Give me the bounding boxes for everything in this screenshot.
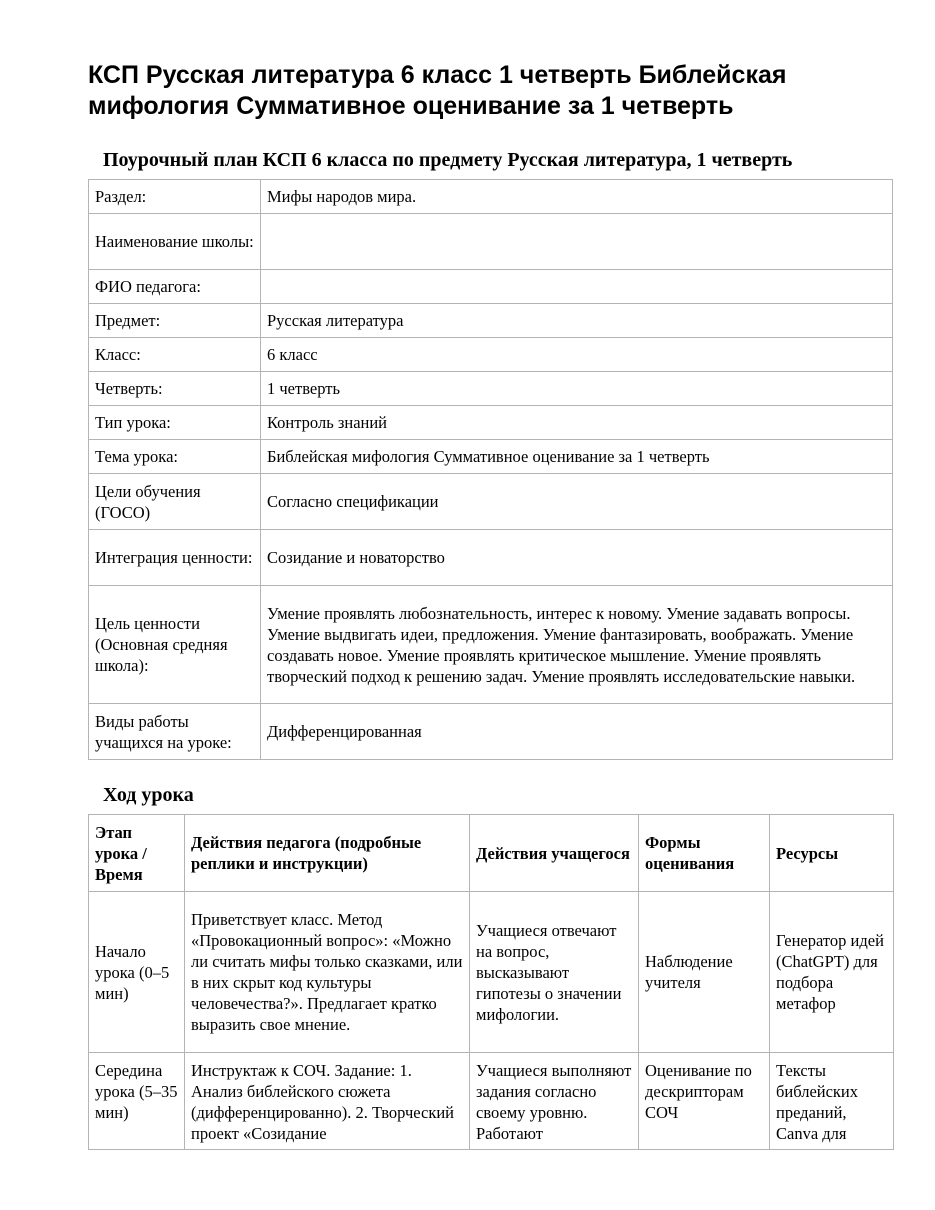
flow-resources: Тексты библейских преданий, Canva для	[770, 1053, 894, 1150]
info-row	[89, 406, 893, 440]
info-value: Согласно спецификации	[261, 474, 893, 530]
table-row	[89, 892, 894, 1053]
info-key: Цель ценности (Основная средняя школа):	[89, 586, 261, 704]
info-value: 1 четверть	[261, 372, 893, 406]
info-row	[89, 440, 893, 474]
column-header-resources: Ресурсы	[770, 815, 894, 892]
flow-stage: Середина урока (5–35 мин)	[89, 1053, 185, 1150]
info-key: Наименование школы:	[89, 214, 261, 270]
info-key: Предмет:	[89, 304, 261, 338]
info-key: Тип урока:	[89, 406, 261, 440]
info-key: Тема урока:	[89, 440, 261, 474]
flow-header-row	[89, 815, 894, 892]
info-value: Умение проявлять любознательность, интерес к новому. Умение задавать вопросы. Умение выдвигать идеи, предложения. Умение фантазировать, воображать. Умение создавать новое. Умение проявлять критическое мышление. Умение проявлять творческий подход к решению задач. Умение проявлять исследовательские навыки.	[261, 586, 893, 704]
info-row	[89, 270, 893, 304]
flow-assessment: Наблюдение учителя	[639, 892, 770, 1053]
info-row	[89, 180, 893, 214]
info-value: Созидание и новаторство	[261, 530, 893, 586]
info-key: Четверть:	[89, 372, 261, 406]
column-header-student: Действия учащегося	[470, 815, 639, 892]
info-key: Раздел:	[89, 180, 261, 214]
page-title: КСП Русская литература 6 класс 1 четверть Библейская мифология Суммативное оценивание за 1 четверть	[88, 61, 787, 120]
flow-resources: Генератор идей (ChatGPT) для подбора метафор	[770, 892, 894, 1053]
flow-student-actions: Учащиеся отвечают на вопрос, высказывают гипотезы о значении мифологии.	[470, 892, 639, 1053]
info-row	[89, 338, 893, 372]
info-value: Мифы народов мира.	[261, 180, 893, 214]
flow-teacher-actions: Инструктаж к СОЧ. Задание: 1. Анализ библейского сюжета (дифференцированно). 2. Творческий проект «Созидание	[185, 1053, 470, 1150]
info-key: Виды работы учащихся на уроке:	[89, 704, 261, 760]
flow-assessment: Оценивание по дескрипторам СОЧ	[639, 1053, 770, 1150]
info-value: 6 класс	[261, 338, 893, 372]
info-key: Интеграция ценности:	[89, 530, 261, 586]
flow-student-actions: Учащиеся выполняют задания согласно своему уровню. Работают	[470, 1053, 639, 1150]
info-value	[261, 214, 893, 270]
column-header-teacher: Действия педагога (подробные реплики и инструкции)	[185, 815, 470, 892]
lesson-flow-table	[88, 814, 894, 1150]
info-row	[89, 530, 893, 586]
lesson-flow-heading: Ход урока	[103, 784, 194, 806]
flow-teacher-actions: Приветствует класс. Метод «Провокационный вопрос»: «Можно ли считать мифы только сказками, или в них скрыт код культуры человечества?». Предлагает кратко выразить свое мнение.	[185, 892, 470, 1053]
info-value: Дифференцированная	[261, 704, 893, 760]
info-value: Библейская мифология Суммативное оценивание за 1 четверть	[261, 440, 893, 474]
info-row	[89, 586, 893, 704]
info-row	[89, 304, 893, 338]
info-row	[89, 474, 893, 530]
info-value: Контроль знаний	[261, 406, 893, 440]
column-header-stage: Этап урока / Время	[89, 815, 185, 892]
plan-heading: Поурочный план КСП 6 класса по предмету Русская литература, 1 четверть	[103, 149, 793, 171]
info-key: Класс:	[89, 338, 261, 372]
column-header-assessment: Формы оценивания	[639, 815, 770, 892]
info-key: Цели обучения (ГОСО)	[89, 474, 261, 530]
info-value	[261, 270, 893, 304]
info-row	[89, 372, 893, 406]
info-value: Русская литература	[261, 304, 893, 338]
flow-stage: Начало урока (0–5 мин)	[89, 892, 185, 1053]
info-key: ФИО педагога:	[89, 270, 261, 304]
table-row	[89, 1053, 894, 1150]
info-row	[89, 704, 893, 760]
lesson-info-table	[88, 179, 893, 760]
document-page	[88, 0, 893, 1143]
info-row	[89, 214, 893, 270]
